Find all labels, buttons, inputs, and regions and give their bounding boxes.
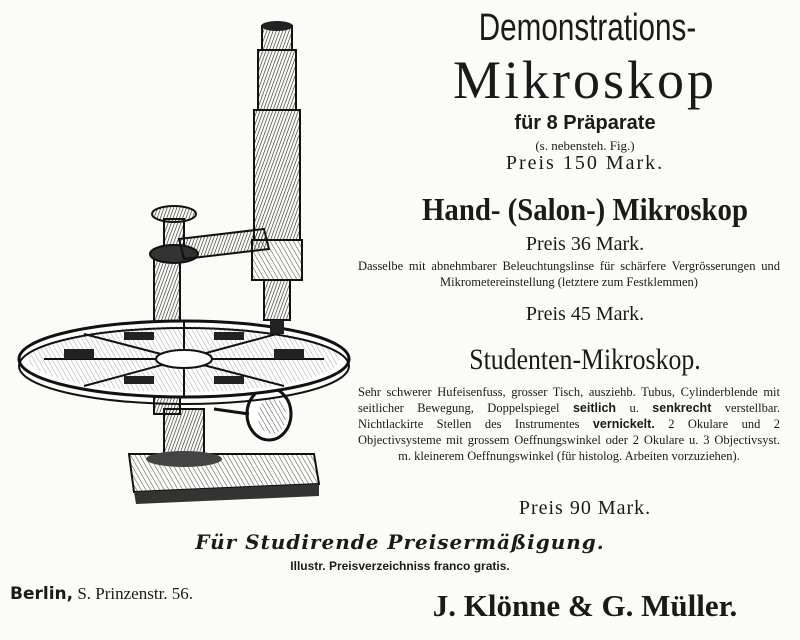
hand-price: Preis 36 Mark. [525, 233, 645, 255]
hand-description: Dasselbe mit abnehmbarer Beleuchtungslinse für schärfere Vergrösserungen und Mikrometereinstellung (letztere zum Festklemmen) [358, 259, 780, 289]
company-name: J. Klönne & G. Müller. [432, 588, 738, 623]
hand-price-2: Preis 45 Mark. [525, 303, 645, 325]
city: Berlin, [10, 584, 74, 604]
demo-note: (s. nebensteh. Fig.) [535, 138, 635, 153]
demo-price: Preis 150 Mark. [505, 152, 665, 174]
microscope-illustration [14, 14, 359, 514]
hand-microscope-title: Hand- (Salon-) Mikroskop [422, 191, 748, 227]
student-discount: Für Studirende Preisermäßigung. [195, 530, 605, 554]
catalog-note: Illustr. Preisverzeichniss franco gratis. [290, 559, 510, 573]
title-line-2: Mikroskop [452, 50, 717, 110]
title-line-1: Demonstrations- [478, 7, 697, 49]
microscope-tube [252, 21, 302, 334]
student-microscope-title: Studenten-Mikroskop. [469, 343, 701, 376]
student-description: Sehr schwerer Hufeisenfuss, grosser Tisch, ausziehb. Tubus, Cylinderblende mit seitlicher Bewegung, Doppelspiegel seitlich u. senkrecht verstellbar. Nichtlackirte Stellen des Instrumentes vernickelt. 2 Okulare und 2 Objectivsysteme mit grossem Oeffnungswinkel oder 2 Okulare u. 3 Objectivsyst. m. kleinerem Oeffnungswinkel (für histolog. Arbeiten vorzuziehen). [358, 385, 780, 463]
rotating-stage [19, 321, 349, 404]
address [10, 582, 370, 606]
street: S. Prinzenstr. 56. [73, 584, 194, 603]
student-price: Preis 90 Mark. [518, 497, 652, 519]
demo-subtitle: für 8 Präparate [514, 112, 656, 134]
